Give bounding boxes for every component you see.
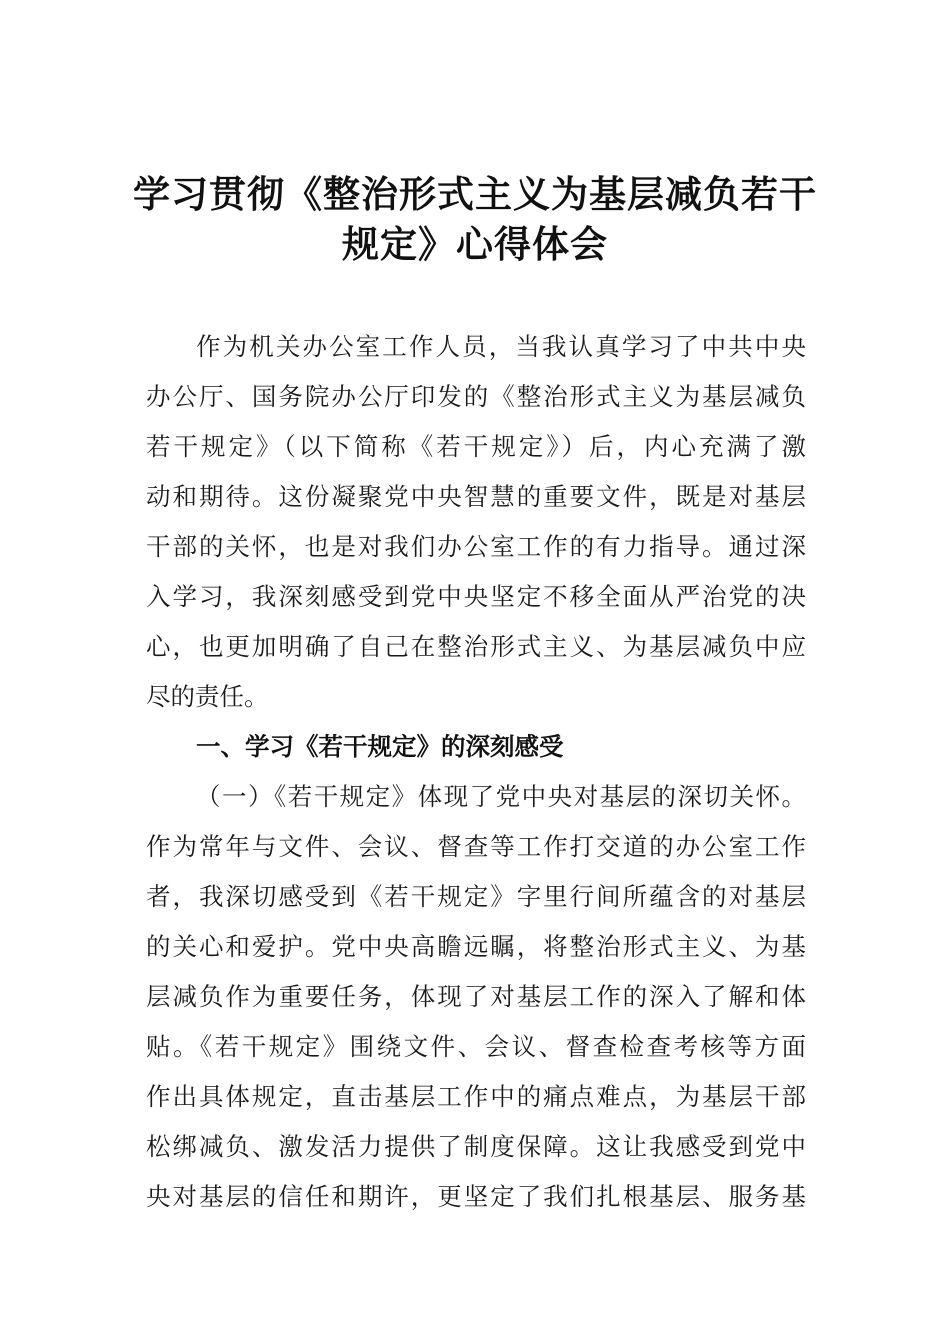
intro-text-line: 若干规定》（以下简称《若干规定》）后，内心充满了激: [146, 432, 806, 461]
section-text-line: 的关心和爱护。党中央高瞻远瞩，将整治形式主义、为基: [146, 932, 806, 961]
intro-text-line: 办公厅、国务院办公厅印发的《整治形式主义为基层减负: [146, 382, 806, 411]
document-title-line-2: 规定》心得体会: [342, 222, 608, 266]
section-text-line: 贴。《若干规定》围绕文件、会议、督查检查考核等方面: [146, 1032, 806, 1061]
intro-text-line: 动和期待。这份凝聚党中央智慧的重要文件，既是对基层: [146, 482, 806, 511]
intro-text-line: 入学习，我深刻感受到党中央坚定不移全面从严治党的决: [146, 582, 806, 611]
intro-text-line: 尽的责任。: [146, 682, 269, 711]
section-text-line: 层减负作为重要任务，体现了对基层工作的深入了解和体: [146, 982, 806, 1011]
section-heading: 一、学习《若干规定》的深刻感受: [196, 732, 564, 761]
document-title-line-1: 学习贯彻《整治形式主义为基层减负若干: [133, 172, 817, 216]
section-text-line: 松绑减负、激发活力提供了制度保障。这让我感受到党中: [146, 1132, 806, 1161]
section-text-line: 作出具体规定，直击基层工作中的痛点难点，为基层干部: [146, 1082, 806, 1111]
intro-text-line: 心，也更加明确了自己在整治形式主义、为基层减负中应: [146, 632, 806, 661]
section-text-line: （一）《若干规定》体现了党中央对基层的深切关怀。: [196, 782, 806, 811]
intro-text-line: 作为机关办公室工作人员，当我认真学习了中共中央: [196, 332, 806, 361]
intro-text-line: 干部的关怀，也是对我们办公室工作的有力指导。通过深: [146, 532, 806, 561]
section-text-line: 者，我深切感受到《若干规定》字里行间所蕴含的对基层: [146, 882, 806, 911]
section-text-line: 央对基层的信任和期许，更坚定了我们扎根基层、服务基: [146, 1182, 806, 1211]
section-text-line: 作为常年与文件、会议、督查等工作打交道的办公室工作: [146, 832, 806, 861]
